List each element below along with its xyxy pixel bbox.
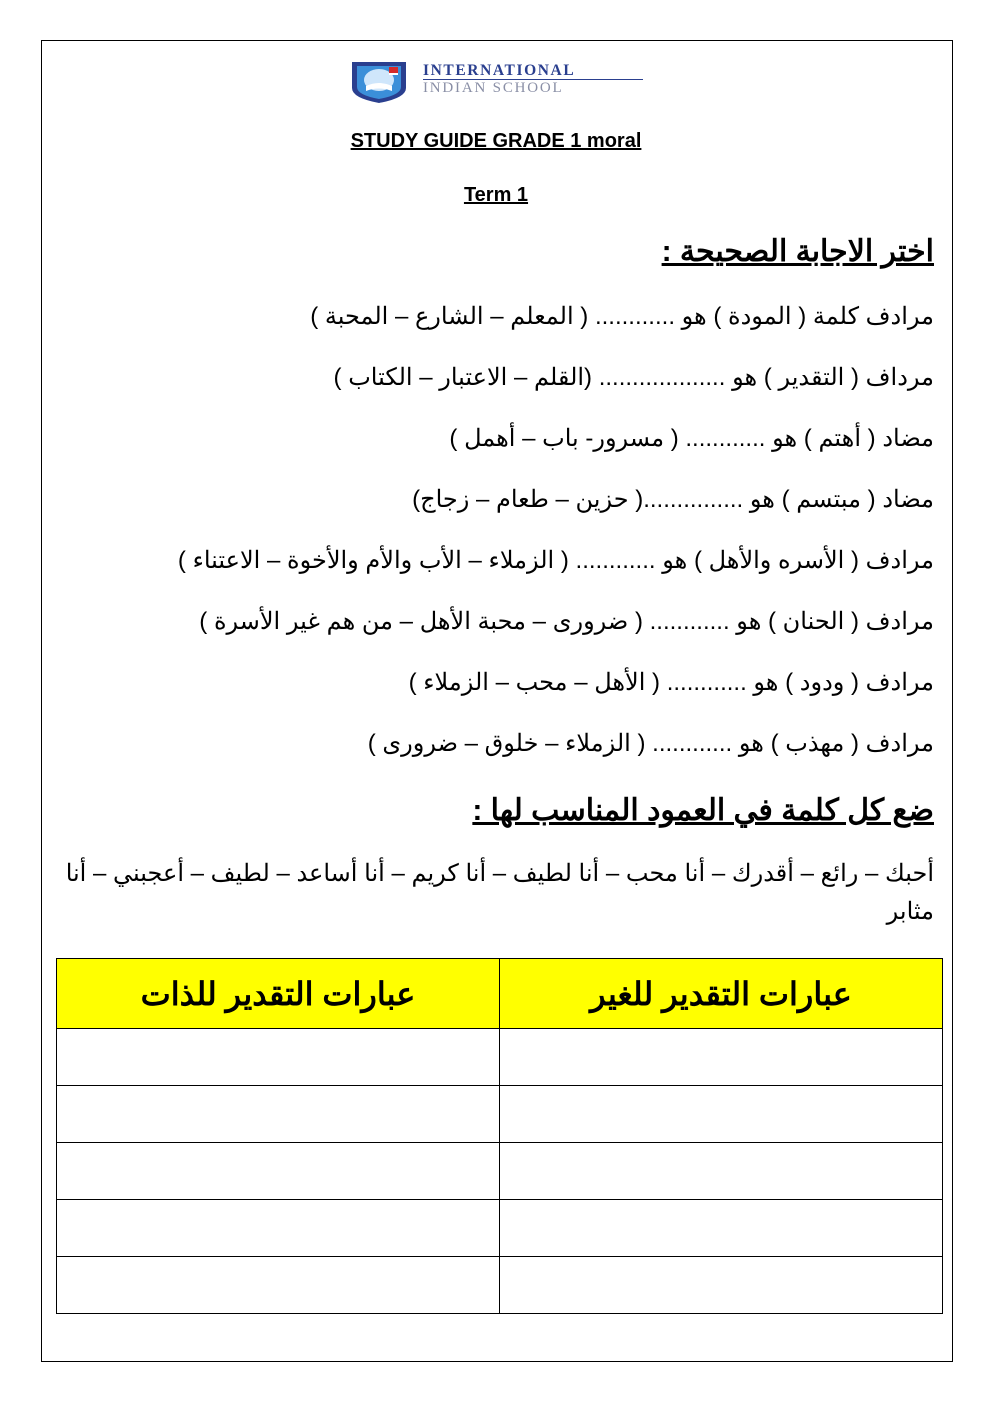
table-row bbox=[57, 1143, 943, 1200]
table-row bbox=[57, 1257, 943, 1314]
question-3: مضاد ( أهتم ) هو ............ ( مسرور- باب – أهمل ) bbox=[449, 425, 934, 452]
answer-cell-others[interactable] bbox=[500, 1200, 943, 1257]
answer-cell-others[interactable] bbox=[500, 1143, 943, 1200]
column-header-self: عبارات التقدير للذات bbox=[57, 959, 500, 1029]
answer-cell-self[interactable] bbox=[57, 1086, 500, 1143]
word-bank: أحبك – رائع – أقدرك – أنا محب – أنا لطيف – أنا كريم – أنا أساعد – لطيف – أعجبني – أنا مثابر bbox=[65, 860, 934, 925]
term-label: Term 1 bbox=[463, 184, 529, 206]
table-row bbox=[57, 1029, 943, 1086]
answer-cell-self[interactable] bbox=[57, 1257, 500, 1314]
table-header-row bbox=[57, 959, 943, 1029]
question-8: مرادف ( مهذب ) هو ............ ( الزملاء – خلوق – ضرورى ) bbox=[367, 730, 934, 757]
question-2: مرداف ( التقدير ) هو ................... (القلم – الاعتبار – الكتاب ) bbox=[333, 364, 934, 391]
answer-cell-others[interactable] bbox=[500, 1029, 943, 1086]
page-title: STUDY GUIDE GRADE 1 moral bbox=[350, 130, 642, 152]
answer-cell-self[interactable] bbox=[57, 1200, 500, 1257]
sorting-table bbox=[56, 958, 943, 1314]
answer-cell-self[interactable] bbox=[57, 1029, 500, 1086]
answer-cell-others[interactable] bbox=[500, 1257, 943, 1314]
question-7: مرادف ( ودود ) هو ............ ( الأهل – محب – الزملاء ) bbox=[408, 669, 934, 696]
section2-heading: ضع كل كلمة في العمود المناسب لها : bbox=[472, 794, 934, 827]
table-row bbox=[57, 1200, 943, 1257]
question-4: مضاد ( مبتسم ) هو ...............( حزين – طعام – زجاج) bbox=[412, 486, 934, 513]
answer-cell-others[interactable] bbox=[500, 1086, 943, 1143]
column-header-others: عبارات التقدير للغير bbox=[500, 959, 943, 1029]
logo-text-indian-school: INDIAN SCHOOL bbox=[423, 80, 564, 96]
answer-cell-self[interactable] bbox=[57, 1143, 500, 1200]
table-row bbox=[57, 1086, 943, 1143]
question-5: مرادف ( الأسره والأهل ) هو ............ ( الزملاء – الأب والأم والأخوة – الاعتناء ) bbox=[177, 547, 934, 574]
school-crest-icon bbox=[348, 58, 412, 104]
school-logo bbox=[348, 58, 648, 104]
logo-text-international: INTERNATIONAL bbox=[423, 62, 576, 79]
section1-heading: اختر الاجابة الصحيحة : bbox=[661, 235, 934, 268]
question-1: مرادف كلمة ( المودة ) هو ............ ( المعلم – الشارع – المحبة ) bbox=[310, 303, 934, 330]
question-6: مرادف ( الحنان ) هو ............ ( ضرورى – محبة الأهل – من هم غير الأسرة ) bbox=[199, 608, 934, 635]
